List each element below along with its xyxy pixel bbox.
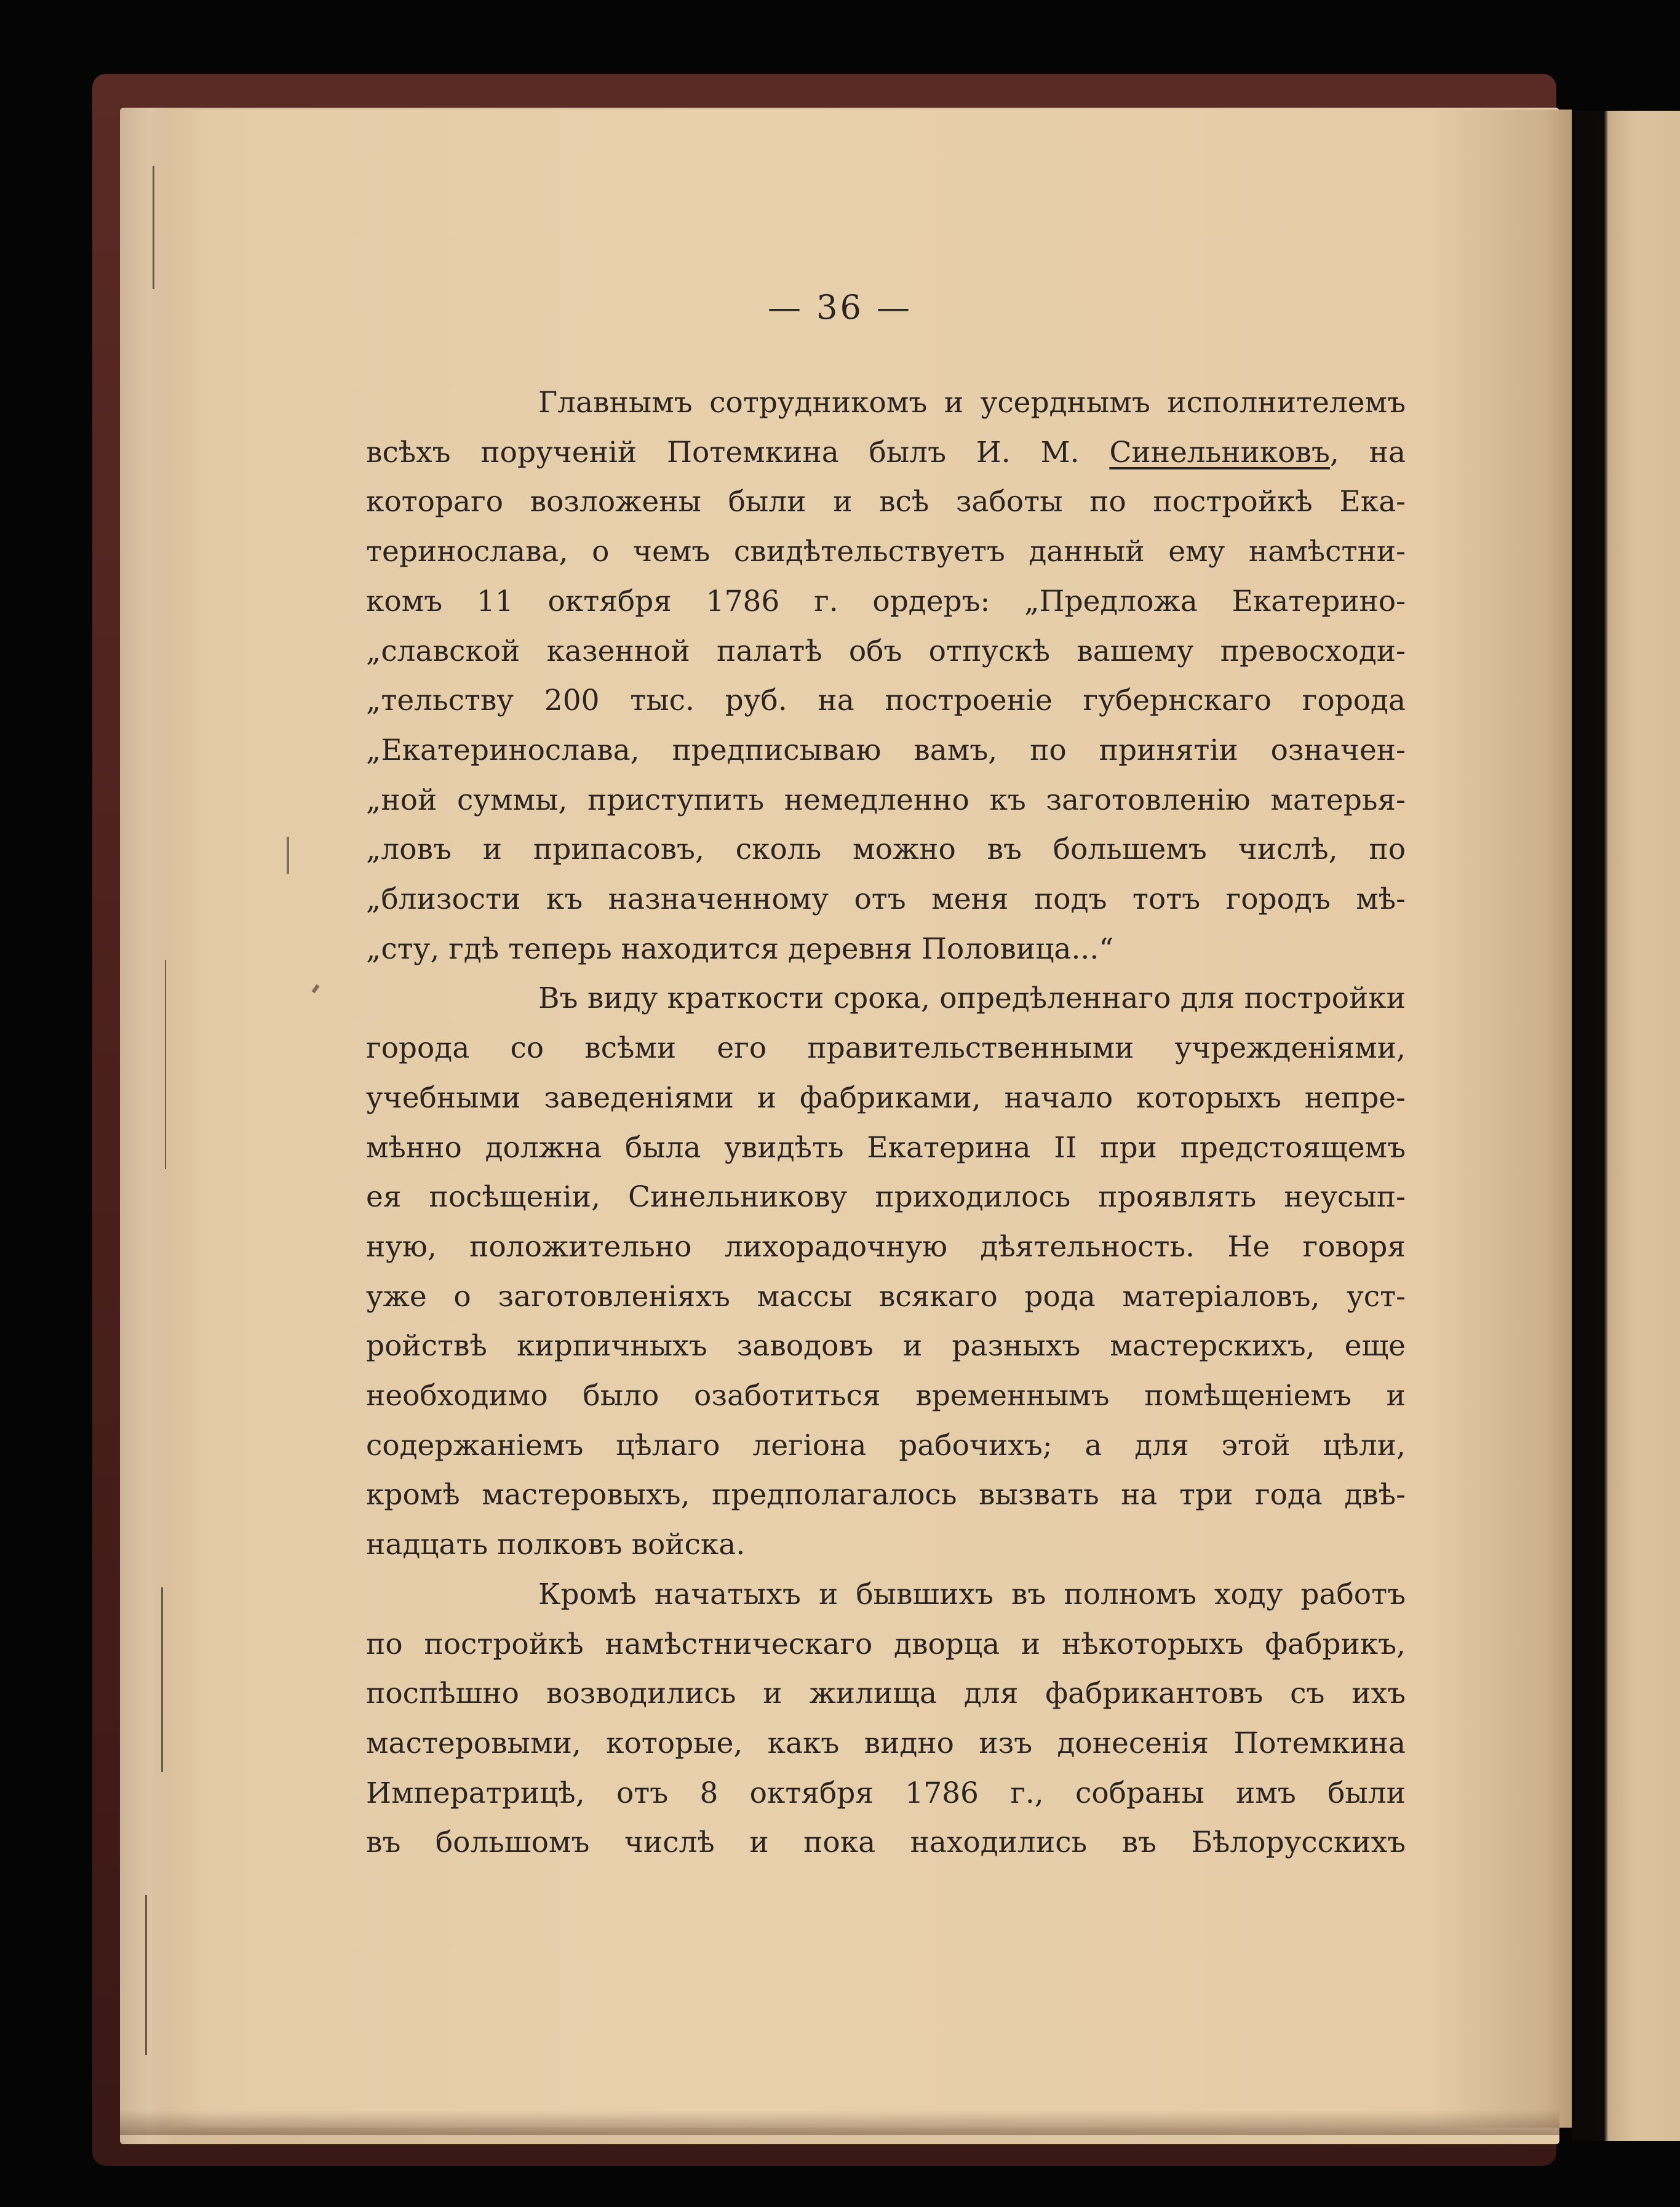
text-line: необходимо было озаботиться временнымъ помѣщеніемъ и bbox=[366, 1379, 1406, 1413]
text-line: Главнымъ сотрудникомъ и усерднымъ исполнителемъ bbox=[538, 386, 1406, 420]
text-line: учебными заведеніями и фабриками, начало которыхъ непре- bbox=[366, 1080, 1406, 1115]
text-line: „Екатеринослава, предписываю вамъ, по принятіи означен- bbox=[366, 733, 1406, 767]
text-line: по постройкѣ намѣстническаго дворца и нѣкоторыхъ фабрикъ, bbox=[366, 1627, 1406, 1661]
text-line: котораго возложены были и всѣ заботы по постройкѣ Ека- bbox=[366, 485, 1406, 519]
text-line: „близости къ назначенному отъ меня подъ тотъ городъ мѣ- bbox=[366, 882, 1406, 917]
text-line: теринослава, о чемъ свидѣтельствуетъ данный ему намѣстни- bbox=[366, 535, 1406, 569]
text-line: ную, положительно лихорадочную дѣятельность. Не говоря bbox=[366, 1229, 1406, 1264]
text-line: ея посѣщеніи, Синельникову приходилось проявлять неусып- bbox=[366, 1180, 1406, 1215]
text-line-segment: всѣхъ порученій Потемкина былъ И. М. bbox=[366, 435, 1080, 469]
page-edge-line bbox=[161, 1587, 163, 1772]
stray-mark bbox=[287, 837, 289, 874]
page-edge-line bbox=[153, 166, 154, 289]
text-line: въ большомъ числѣ и пока находились въ Бѣлорусскихъ bbox=[366, 1826, 1406, 1860]
text-line: Императрицѣ, отъ 8 октября 1786 г., собраны имъ были bbox=[366, 1776, 1406, 1810]
page-number: — 36 — bbox=[767, 288, 913, 327]
text-line: комъ 11 октября 1786 г. ордеръ: „Предложа Екатерино- bbox=[366, 584, 1406, 618]
underlined-name: Синельниковъ bbox=[1109, 435, 1330, 469]
text-line: „ловъ и припасовъ, сколь можно въ большемъ числѣ, по bbox=[366, 832, 1406, 867]
text-line: содержаніемъ цѣлаго легіона рабочихъ; а для этой цѣли, bbox=[366, 1428, 1406, 1463]
text-line: „тельству 200 тыс. руб. на построеніе губернскаго города bbox=[366, 684, 1406, 718]
text-line: кромѣ мастеровыхъ, предполагалось вызвать на три года двѣ- bbox=[366, 1478, 1406, 1512]
text-line-segment: , на bbox=[1329, 435, 1406, 469]
text-line bbox=[366, 428, 1406, 478]
text-line: ройствѣ кирпичныхъ заводовъ и разныхъ мастерскихъ, еще bbox=[366, 1329, 1406, 1363]
text-line: мѣнно должна была увидѣть Екатерина II при предстоящемъ bbox=[366, 1130, 1406, 1165]
text-line: Кромѣ начатыхъ и бывшихъ въ полномъ ходу работъ bbox=[538, 1577, 1406, 1611]
text-line: поспѣшно возводились и жилища для фабрикантовъ съ ихъ bbox=[366, 1677, 1406, 1711]
next-page-edge bbox=[1572, 111, 1680, 2141]
page-text bbox=[366, 378, 1406, 1868]
text-line: мастеровыми, которые, какъ видно изъ донесенія Потемкина bbox=[366, 1726, 1406, 1760]
text-line: „сту, гдѣ теперь находится деревня Половица...“ bbox=[366, 932, 1114, 966]
text-line: надцать полковъ войска. bbox=[366, 1528, 746, 1562]
page-edge-line bbox=[145, 1895, 147, 2055]
text-line: города со всѣми его правительственными учрежденіями, bbox=[366, 1031, 1406, 1066]
text-line: „славской казенной палатѣ объ отпускѣ вашему превосходи- bbox=[366, 634, 1406, 668]
text-line: „ной суммы, приступить немедленно къ заготовленію матерья- bbox=[366, 783, 1406, 817]
text-line: уже о заготовленіяхъ массы всякаго рода матеріаловъ, уст- bbox=[366, 1279, 1406, 1314]
text-line: Въ виду краткости срока, опредѣленнаго для постройки bbox=[538, 981, 1406, 1016]
page-bottom-shadow bbox=[120, 2110, 1559, 2135]
